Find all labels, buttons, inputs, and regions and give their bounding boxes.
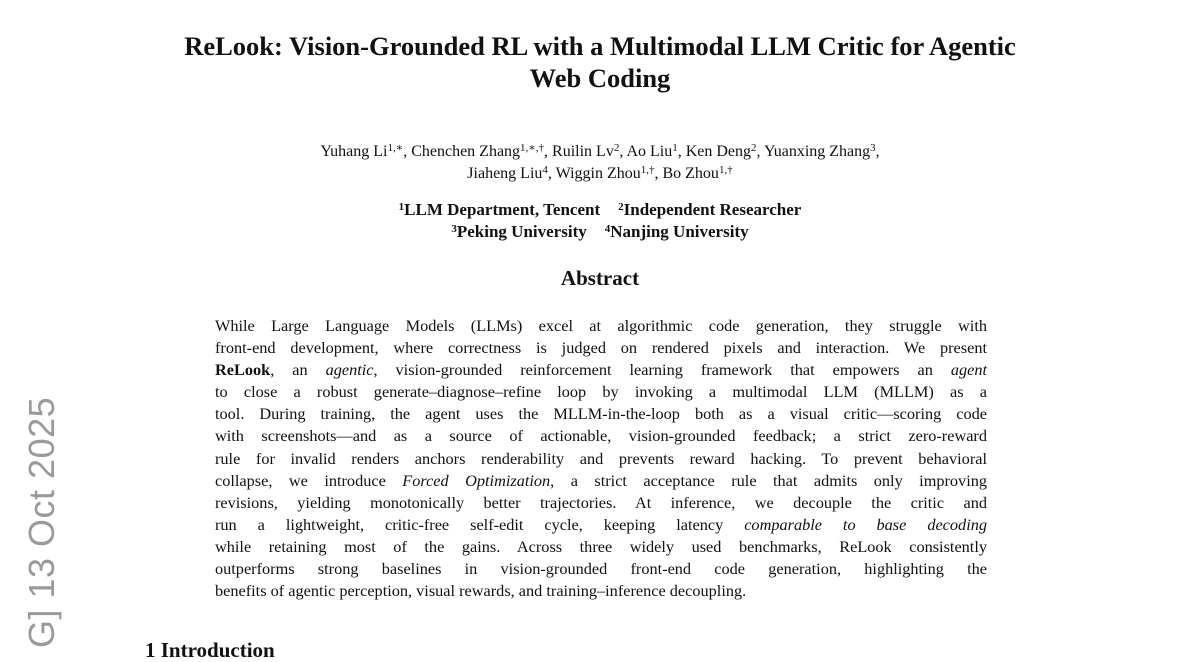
abstract-line: ReLook, an agentic, vision-grounded reinforcement learning framework that empowers an agent [215, 360, 987, 380]
abstract-line: run a lightweight, critic-free self-edit cycle, keeping latency comparable to base decoding [215, 514, 987, 534]
abstract-heading: Abstract [560, 266, 640, 290]
author: Ken Deng$^2$, [685, 142, 764, 160]
title-line-1: ReLook: Vision-Grounded RL with a Multimodal LLM Critic for Agentic [184, 31, 1016, 61]
title-line-2: Web Coding [529, 63, 671, 93]
author: Ruilin Lv$^2$, [552, 142, 627, 160]
author: Yuanxing Zhang$^3$, [763, 142, 880, 160]
abstract-line: front-end development, where correctness is judged on rendered pixels and interaction. We present [215, 338, 987, 358]
author-line-1 [180, 141, 1020, 163]
affiliation: $^1$LLM Department, Tencent [398, 200, 601, 219]
abstract-line: to close a robust generate–diagnose–refine loop by invoking a multimodal LLM (MLLM) as a [215, 382, 987, 402]
abstract-line: while retaining most of the gains. Across three widely used benchmarks, ReLook consistently [215, 536, 987, 556]
abstract-line: tool. During training, the agent uses the MLLM-in-the-loop both as a visual critic—scoring code [215, 404, 987, 424]
affiliation-list [180, 199, 1020, 243]
author-line-2 [180, 163, 1020, 185]
affiliation: $^2$Independent Researcher [618, 200, 802, 219]
author: Yuhang $Li^{1,∗}$, [320, 142, 412, 160]
relook-name: ReLook [215, 360, 271, 380]
abstract-line: outperforms strong baselines in vision-grounded front-end code generation, highlighting the [215, 559, 987, 579]
author: Ao Liu$^1$, [626, 142, 686, 160]
abstract-line: with screenshots—and as a source of actionable, vision-grounded feedback; a strict zero-reward [215, 426, 987, 446]
affiliation: $^3$Peking University [451, 222, 587, 241]
arxiv-side-stamp: G] 13 Oct 2025 [21, 396, 62, 648]
section-heading: 1 Introduction [145, 638, 275, 662]
author: Bo Zhou$^{1,\dagger}$ [662, 164, 733, 182]
affiliation-line-1 [180, 199, 1020, 221]
abstract-line: revisions, yielding monotonically better trajectories. At inference, we decouple the critic and [215, 492, 987, 512]
author: Chenchen Zhang$^{1,∗,\dagger}$, [411, 142, 553, 160]
affiliation-line-2 [180, 221, 1020, 243]
abstract-line: rule for invalid renders anchors renderability and prevents reward hacking. To prevent behavioral [215, 448, 987, 468]
paper-title [140, 30, 1060, 94]
abstract-line: benefits of agentic perception, visual rewards, and training–inference decoupling. [215, 581, 747, 601]
abstract-body [215, 315, 987, 602]
abstract-line: collapse, we introduce Forced Optimization, a strict acceptance rule that admits only improving [215, 470, 988, 490]
author-list [180, 141, 1020, 185]
abstract-line: While Large Language Models (LLMs) excel at algorithmic code generation, they struggle with [215, 316, 987, 335]
author: Wiggin Zhou$^{1,\dagger}$, [555, 164, 663, 182]
affiliation: $^4$Nanjing University [604, 222, 749, 241]
author: Jiaheng Liu$^4$, [467, 164, 556, 182]
